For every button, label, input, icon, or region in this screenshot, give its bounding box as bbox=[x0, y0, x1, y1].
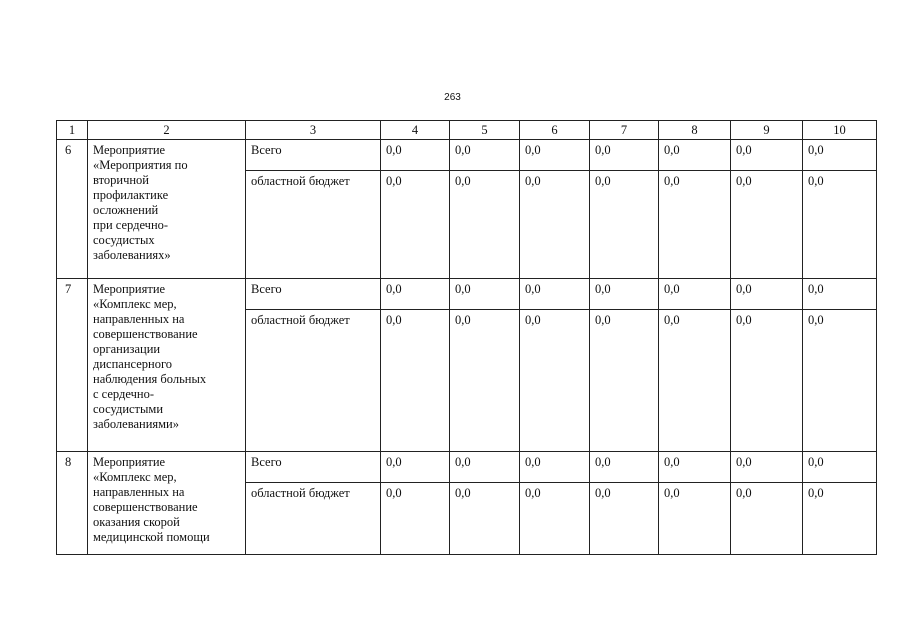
record-row bbox=[57, 279, 877, 310]
amount-cell: 0,0 bbox=[659, 279, 731, 310]
description-line: организации bbox=[93, 342, 161, 356]
header-cell: 2 bbox=[88, 121, 246, 140]
amount-cell: 0,0 bbox=[450, 279, 520, 310]
funding-source: Всего bbox=[246, 140, 381, 171]
column-number-row bbox=[57, 121, 877, 140]
header-cell: 6 bbox=[520, 121, 590, 140]
amount-cell: 0,0 bbox=[803, 483, 877, 555]
amount-cell: 0,0 bbox=[381, 171, 450, 279]
page-number: 263 bbox=[444, 92, 461, 103]
description-line: Мероприятие bbox=[93, 455, 166, 469]
description-line: совершенствование bbox=[93, 500, 198, 514]
amount-cell: 0,0 bbox=[381, 310, 450, 452]
amount-cell: 0,0 bbox=[590, 452, 659, 483]
amount-cell: 0,0 bbox=[381, 452, 450, 483]
description-line: наблюдения больных bbox=[93, 372, 207, 386]
header-cell: 3 bbox=[246, 121, 381, 140]
record-number: 6 bbox=[57, 140, 88, 279]
description-line: Мероприятие bbox=[93, 282, 166, 296]
amount-cell: 0,0 bbox=[520, 171, 590, 279]
amount-cell: 0,0 bbox=[731, 171, 803, 279]
header-cell: 9 bbox=[731, 121, 803, 140]
description-line: «Комплекс мер, bbox=[93, 297, 177, 311]
description-line: вторичной bbox=[93, 173, 149, 187]
amount-cell: 0,0 bbox=[659, 171, 731, 279]
amount-cell: 0,0 bbox=[450, 452, 520, 483]
description-line: с сердечно- bbox=[93, 387, 154, 401]
amount-cell: 0,0 bbox=[381, 140, 450, 171]
amount-cell: 0,0 bbox=[450, 140, 520, 171]
record-description bbox=[88, 140, 246, 279]
amount-cell: 0,0 bbox=[381, 483, 450, 555]
amount-cell: 0,0 bbox=[590, 483, 659, 555]
budget-table bbox=[56, 120, 877, 555]
amount-cell: 0,0 bbox=[659, 483, 731, 555]
description-line: сосудистых bbox=[93, 233, 155, 247]
amount-cell: 0,0 bbox=[590, 171, 659, 279]
description-line: совершенствование bbox=[93, 327, 198, 341]
description-line: заболеваниями» bbox=[93, 417, 179, 431]
funding-source: областной бюджет bbox=[246, 171, 381, 279]
description-line: диспансерного bbox=[93, 357, 173, 371]
amount-cell: 0,0 bbox=[590, 310, 659, 452]
amount-cell: 0,0 bbox=[659, 140, 731, 171]
amount-cell: 0,0 bbox=[731, 140, 803, 171]
record-description bbox=[88, 279, 246, 452]
amount-cell: 0,0 bbox=[450, 483, 520, 555]
amount-cell: 0,0 bbox=[381, 279, 450, 310]
description-line: при сердечно- bbox=[93, 218, 169, 232]
description-line: направленных на bbox=[93, 312, 185, 326]
record-number: 8 bbox=[57, 452, 88, 555]
record-row bbox=[57, 140, 877, 171]
amount-cell: 0,0 bbox=[450, 171, 520, 279]
funding-source: областной бюджет bbox=[246, 310, 381, 452]
description-line: профилактике bbox=[93, 188, 169, 202]
description-line: направленных на bbox=[93, 485, 185, 499]
amount-cell: 0,0 bbox=[803, 171, 877, 279]
description-line: «Комплекс мер, bbox=[93, 470, 177, 484]
description-line: Мероприятие bbox=[93, 143, 166, 157]
amount-cell: 0,0 bbox=[803, 452, 877, 483]
description-line: медицинской помощи bbox=[93, 530, 210, 544]
description-line: заболеваниях» bbox=[93, 248, 171, 262]
description-line: оказания скорой bbox=[93, 515, 180, 529]
amount-cell: 0,0 bbox=[731, 452, 803, 483]
amount-cell: 0,0 bbox=[803, 310, 877, 452]
record-number: 7 bbox=[57, 279, 88, 452]
amount-cell: 0,0 bbox=[803, 279, 877, 310]
header-cell: 5 bbox=[450, 121, 520, 140]
header-cell: 10 bbox=[803, 121, 877, 140]
amount-cell: 0,0 bbox=[731, 310, 803, 452]
header-cell: 1 bbox=[57, 121, 88, 140]
description-line: «Мероприятия по bbox=[93, 158, 188, 172]
amount-cell: 0,0 bbox=[659, 310, 731, 452]
amount-cell: 0,0 bbox=[731, 483, 803, 555]
record-description bbox=[88, 452, 246, 555]
amount-cell: 0,0 bbox=[731, 279, 803, 310]
amount-cell: 0,0 bbox=[520, 452, 590, 483]
amount-cell: 0,0 bbox=[803, 140, 877, 171]
description-line: осложнений bbox=[93, 203, 159, 217]
amount-cell: 0,0 bbox=[450, 310, 520, 452]
amount-cell: 0,0 bbox=[590, 140, 659, 171]
record-row bbox=[57, 452, 877, 483]
amount-cell: 0,0 bbox=[520, 140, 590, 171]
amount-cell: 0,0 bbox=[520, 279, 590, 310]
amount-cell: 0,0 bbox=[520, 483, 590, 555]
amount-cell: 0,0 bbox=[520, 310, 590, 452]
funding-source: областной бюджет bbox=[246, 483, 381, 555]
funding-source: Всего bbox=[246, 452, 381, 483]
header-cell: 8 bbox=[659, 121, 731, 140]
description-line: сосудистыми bbox=[93, 402, 164, 416]
header-cell: 7 bbox=[590, 121, 659, 140]
amount-cell: 0,0 bbox=[659, 452, 731, 483]
funding-source: Всего bbox=[246, 279, 381, 310]
amount-cell: 0,0 bbox=[590, 279, 659, 310]
header-cell: 4 bbox=[381, 121, 450, 140]
